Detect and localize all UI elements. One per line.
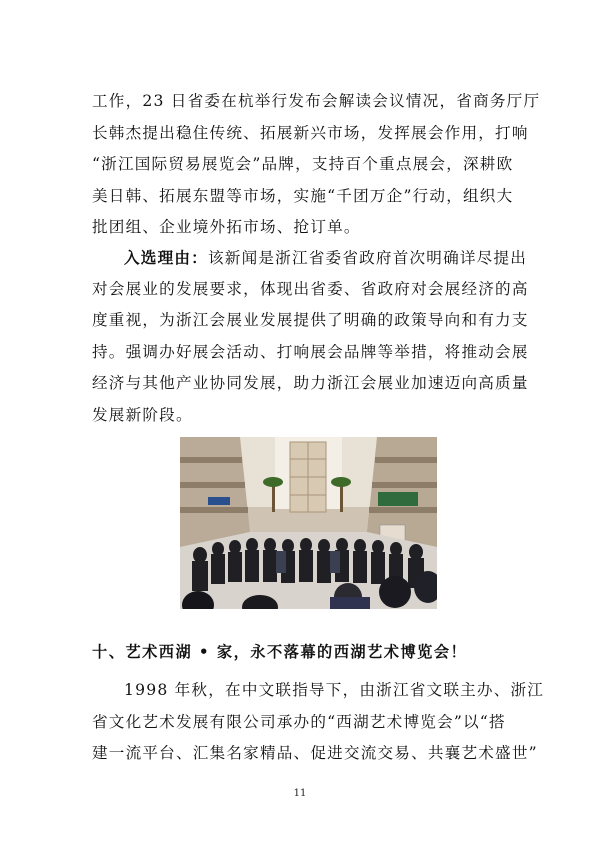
paragraph-selection-reason [92,242,529,431]
text-line: 发展新阶段。 [92,405,193,424]
text-line: 1998 年秋，在中文联指导下，由浙江省文联主办、浙江 [124,681,545,699]
text-line: 对会展业的发展要求，体现出省委、省政府对会展经济的高 [92,279,529,298]
text-line: 工作，23 日省委在杭举行发布会解读会议情况，省商务厅厅 [92,92,541,110]
text-line: 美日韩、拓展东盟等市场，实施“千团万企”行动，组织大 [92,186,514,205]
text-line: 经济与其他产业协同发展，助力浙江会展业加速迈向高质量 [92,374,529,392]
event-photo [180,437,437,609]
paragraph-policy-news [92,86,541,244]
text-line [92,242,528,274]
selection-reason-label: 入选理由： [124,248,208,267]
text-line: 长韩杰提出稳住传统、拓展新兴市场，发挥展会作用，打响 [92,123,529,142]
text-line: 度重视，为浙江会展业发展提供了明确的政策导向和有力支 [92,311,529,329]
paragraph-west-lake-art-fair [92,675,545,770]
text-line: “浙江国际贸易展览会”品牌，支持百个重点展会，深耕欧 [92,155,514,173]
page-number: 11 [293,788,307,799]
text-line: 持。强调办好展会活动、打响展会品牌等举措，将推动会展 [92,342,529,361]
text-line: 省文化艺术发展有限公司承办的“西湖艺术博览会”以“搭 [92,712,506,731]
section-heading: 十、艺术西湖 • 家，永不落幕的西湖艺术博览会！ [92,643,468,661]
selection-reason-text: 该新闻是浙江省委省政府首次明确详尽提出 [207,249,528,267]
text-line: 批团组、企业境外拓市场、抢订单。 [92,218,361,236]
text-line: 建一流平台、汇集名家精品、促进交流交易、共襄艺术盛世” [92,744,538,762]
banner-sign [378,492,418,506]
group-photo-illustration [180,437,437,609]
